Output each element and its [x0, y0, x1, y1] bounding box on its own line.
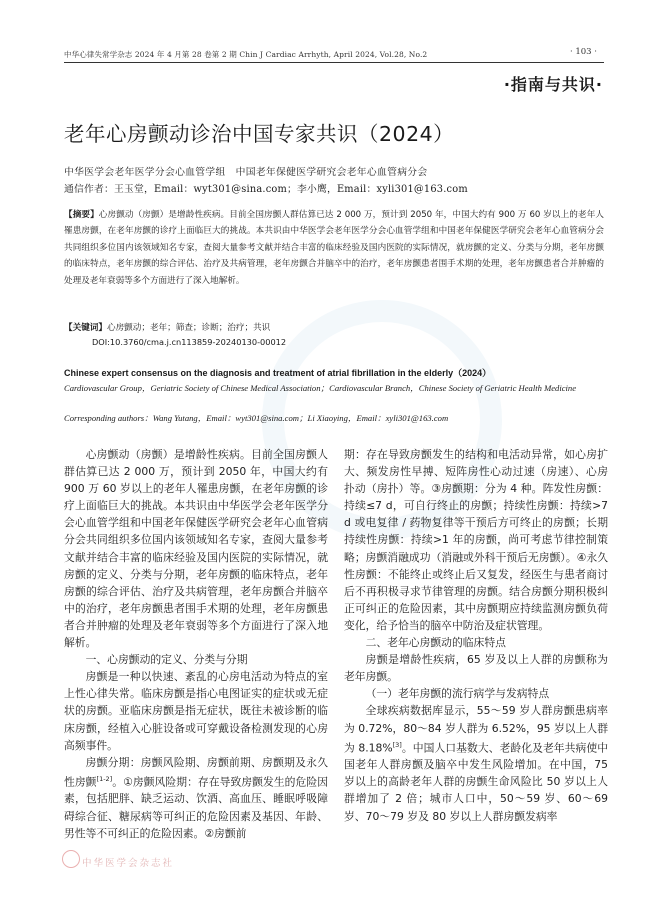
author-affiliations: 中华医学会老年医学分会心血管学组 中国老年保健医学研究会老年心血管病分会	[64, 167, 428, 178]
keywords-label: 【关键词】	[64, 323, 107, 333]
section-heading: 一、心房颤动的定义、分类与分期	[85, 653, 248, 667]
journal-header: 中华心律失常学杂志 2024 年 4 月第 28 卷第 2 期 Chin J Cardiac Arrhyth, April 2024, Vol.28, No.2	[64, 50, 428, 59]
abstract-text: 心房颤动（房颤）是增龄性疾病。目前全国房颤人群估算已达 2 000 万，预计到 2050 年，中国大约有 900 万 60 岁以上的老年人罹患房颤，在老年房颤的诊疗上面临巨大的挑战。本共识由中华医学会老年医学分会心血管学组和中国老年保健医学研究会老年心血管病分会共同组织多位国内该领域知名专家，查阅大量参考文献并结合丰富的临床经验及国内医院的实际情况，就房颤的定义、分类与分期，老年房颤的临床特点，老年房颤的综合评估、治疗及共病管理，老年房颤合并脑卒中的治疗，老年房颤患者围手术期的处理，老年房颤患者合并肿瘤的处理及老年衰弱等多个方面进行了深入地解析。	[64, 210, 604, 286]
abstract-label: 【摘要】	[64, 210, 99, 220]
body-text: 全球疾病数据库显示，55～59 岁人群房颤患病率为 0.72%，80～84 岁人群为 6.52%，95 岁以上人群为 8.18%	[344, 704, 608, 755]
corresponding-authors: 通信作者：王玉堂，Email：wyt301@sina.com；李小鹰，Email：xyli301@163.com	[64, 184, 468, 195]
page-number: · 103 ·	[569, 47, 597, 57]
body-text: 。中国人口基数大、老龄化及老年共病使中国老年人群房颤及脑卒中发生风险增加。在中国，75 岁以上的高龄老年人群的房颤生命风险比 50 岁以上人群增加了 2 倍；城市人口中，50～59 岁、60～69 岁、70～79 岁及 80 岁以上人群房颤发病率	[344, 741, 609, 823]
publisher-logo-icon	[62, 850, 80, 868]
english-corresponding: Corresponding authors：Wang Yutang，Email：wyt301@sina.com；Li Xiaoying，Email：xyli301@163.com	[64, 413, 449, 423]
body-paragraph: 期：存在导致房颤发生的结构和电活动异常，如心房扩大、频发房性早搏、短阵房性心动过速（房速）、心房扑动（房扑）等。③房颤期：分为 4 种。阵发性房颤：持续≤7 d，可自行终止的房颤；持续性房颤：持续>7 d 或电复律 / 药物复律等干预后方可终止的房颤；长期持续性房颤：持续>1 年的房颤，尚可考虑节律控制策略；房颤消融成功（消融或外科干预后无房颤）。④永久性房颤：不能终止或终止后又复发，经医生与患者商讨后不再积极寻求节律管理的房颤。结合房颤分期积极纠正可纠正的危险因素，其中房颤期应持续监测房颤负荷变化，给予恰当的脑卒中防治及症状管理。	[344, 448, 608, 632]
body-column-left	[64, 446, 328, 842]
citation: [3]	[392, 740, 402, 749]
doi: DOI:10.3760/cma.j.cn113859-20240130-00012	[92, 337, 287, 347]
section-heading: 二、老年心房颤动的临床特点	[365, 636, 506, 650]
subsection-heading: （一）老年房颤的流行病学与发病特点	[365, 687, 550, 701]
abstract	[64, 207, 604, 289]
english-authors: Cardiovascular Group，Geriatric Society of Chinese Medical Association；Cardiovascular Branch，Chinese Society of Geriatric Health Medicine	[64, 383, 577, 393]
body-paragraph: 房颤是一种以快速、紊乱的心房电活动为特点的室上性心律失常。临床房颤是指心电图证实的症状或无症状的房颤。亚临床房颤是指无症状，既往未被诊断的临床房颤，经植入心脏设备或可穿戴设备检测发现的心房高频事件。	[64, 670, 328, 752]
body-paragraph: 心房颤动（房颤）是增龄性疾病。目前全国房颤人群估算已达 2 000 万，预计到 2050 年，中国大约有 900 万 60 岁以上的老年人罹患房颤，在老年房颤的诊疗上面临巨大的挑战。本共识由中华医学会老年医学分会心血管学组和中国老年保健医学研究会老年心血管病分会共同组织多位国内该领域知名专家，查阅大量参考文献并结合丰富的临床经验及国内医院的实际情况，就房颤的定义、分类与分期，老年房颤的临床特点，老年房颤的综合评估、治疗及共病管理，老年房颤合并脑卒中的治疗，老年房颤患者围手术期的处理，老年房颤患者合并肿瘤的处理及老年衰弱等多个方面进行了深入地解析。	[64, 448, 328, 650]
body-text: 房颤分期：房颤风险期、房颤前期、房颤期及永久性房颤	[64, 755, 328, 789]
body-text: 。①房颤风险期：存在导致房颤发生的危险因素，包括肥胖、缺乏运动、饮酒、高血压、睡眠呼吸障碍综合征、糖尿病等可纠正的危险因素及基因、年龄、男性等不可纠正的危险因素。②房颤前	[64, 775, 328, 840]
body-paragraph: 房颤是增龄性疾病，65 岁及以上人群的房颤称为老年房颤。	[344, 653, 608, 684]
header-divider	[64, 62, 604, 63]
body-paragraph	[64, 754, 328, 842]
citation: [1-2]	[96, 774, 113, 783]
body-paragraph	[344, 702, 608, 824]
section-tag: ·指南与共识·	[503, 75, 603, 94]
keywords	[64, 321, 270, 333]
body-column-right	[344, 446, 608, 825]
english-title: Chinese expert consensus on the diagnosis and treatment of atrial fibrillation in the elderly（2024）	[64, 368, 492, 378]
keywords-text: 心房颤动；老年；筛查；诊断；治疗；共识	[106, 323, 271, 333]
article-title: 老年心房颤动诊治中国专家共识（2024）	[64, 122, 455, 146]
publisher-logo: 中华医学会杂志社	[82, 858, 175, 869]
